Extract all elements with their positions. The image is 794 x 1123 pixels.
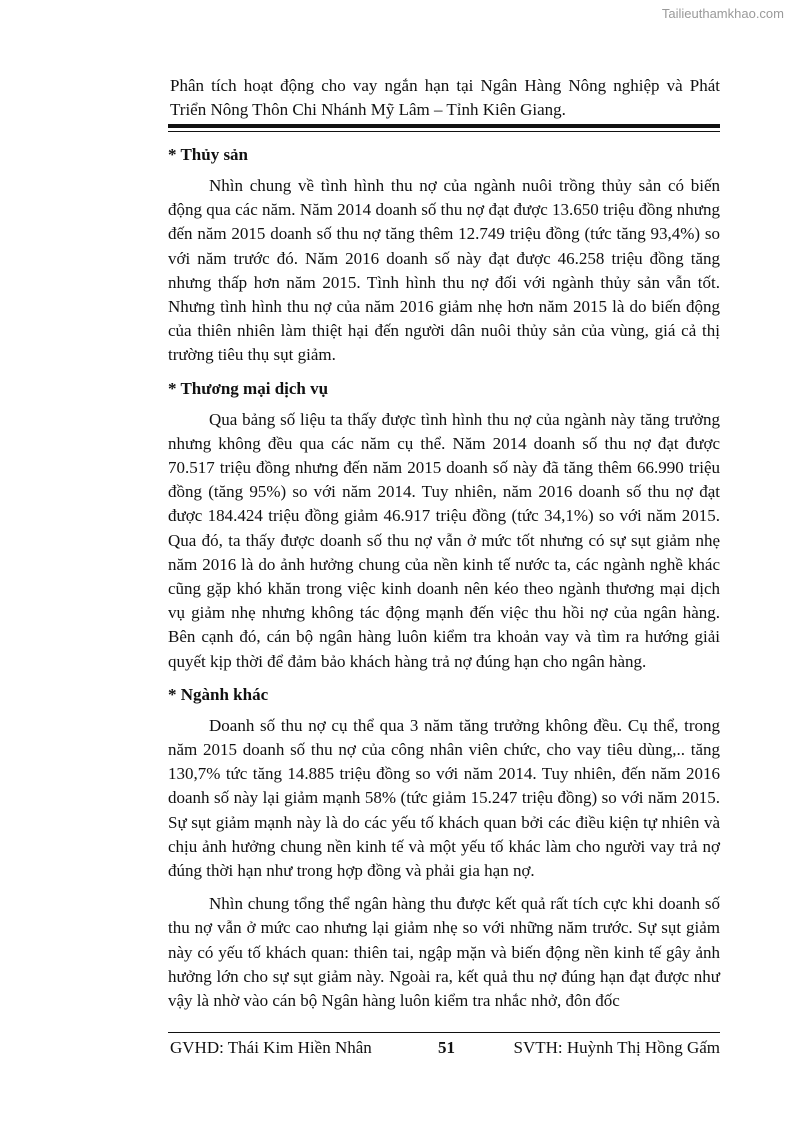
footer-student: SVTH: Huỳnh Thị Hồng Gấm (513, 1038, 720, 1057)
paragraph: Doanh số thu nợ cụ thể qua 3 năm tăng trưởng không đều. Cụ thể, trong năm 2015 doanh số thu nợ của công nhân viên chức, cho vay tiêu dùng,.. tăng 130,7% tức tăng 14.885 triệu đồng so với năm 2014. Tuy nhiên, đến năm 2016 doanh số này lại giảm mạnh 58% (tức giảm 15.247 triệu đồng) so với năm 2015. Sự sụt giảm mạnh này là do các yếu tố khách quan bởi các điều kiện tự nhiên và chịu ảnh hưởng chung nền kinh tế và một yếu tố khác làm cho người vay trả nợ đúng thời hạn như trong hợp đồng và phải gia hạn nợ. (168, 715, 720, 881)
section-heading: * Thủy sản (168, 145, 249, 164)
section-thuy-san (168, 143, 720, 368)
page-header-title: Phân tích hoạt động cho vay ngắn hạn tại Ngân Hàng Nông nghiệp và Phát Triển Nông Thôn Chi Nhánh Mỹ Lâm – Tỉnh Kiên Giang. (170, 76, 720, 119)
section-thuong-mai-dich-vu (168, 377, 720, 674)
section-heading: * Ngành khác (168, 684, 269, 704)
footer-supervisor: GVHD: Thái Kim Hiền Nhân (170, 1038, 372, 1057)
header-divider-thick (168, 124, 720, 128)
page-footer (168, 1038, 720, 1062)
section-nganh-khac (168, 683, 720, 1013)
page-number: 51 (438, 1038, 455, 1057)
section-heading: * Thương mại dịch vụ (168, 378, 329, 398)
watermark: Tailieuthamkhao.com (661, 6, 784, 21)
header-divider-thin (168, 131, 720, 132)
document-body (168, 140, 720, 1022)
footer-divider (168, 1032, 720, 1033)
paragraph: Qua bảng số liệu ta thấy được tình hình thu nợ của ngành này tăng trưởng nhưng không đều qua các năm cụ thể. Năm 2014 doanh số thu nợ đạt được 70.517 triệu đồng nhưng đến năm 2015 doanh số này đã tăng thêm 66.990 triệu đồng (tăng 95%) so với năm 2014. Tuy nhiên, năm 2016 doanh số thu nợ đạt được 184.424 triệu đồng giảm 46.917 triệu đồng (tức 34,1%) so với năm 2015. Qua đó, ta thấy được doanh số thu nợ vẫn ở mức tốt nhưng có sự sụt giảm nhẹ năm 2016 là do ảnh hưởng chung của nền kinh tế nước ta, các ngành nghề khác cũng gặp khó khăn trong việc kinh doanh nên kéo theo ngành thương mại dịch vụ giảm nhẹ nhưng không tác động mạnh đến việc thu hồi nợ của ngân hàng. Bên cạnh đó, cán bộ ngân hàng luôn kiểm tra khoản vay và tìm ra hướng giải quyết kịp thời để đảm bảo khách hàng trả nợ đúng hạn cho ngân hàng. (168, 409, 720, 671)
paragraph: Nhìn chung về tình hình thu nợ của ngành nuôi trồng thủy sản có biến động qua các năm. Năm 2014 doanh số thu nợ đạt được 13.650 triệu đồng nhưng đến năm 2015 doanh số thu nợ tăng thêm 12.749 triệu đồng (tức tăng 93,4%) so với năm trước đó. Năm 2016 doanh số này đạt được 46.258 triệu đồng tăng nhưng thấp hơn năm 2015. Tình hình thu nợ đối với ngành thủy sản vẫn tốt. Nhưng tình hình thu nợ của năm 2016 giảm nhẹ hơn năm 2015 là do biến động của thiên nhiên làm thiệt hại đến người dân nuôi thủy sản của vùng, giá cả thị trường tiêu thụ sụt giảm. (168, 176, 720, 365)
paragraph: Nhìn chung tổng thể ngân hàng thu được kết quả rất tích cực khi doanh số thu nợ vẫn ở mức cao nhưng lại giảm nhẹ so với những năm trước. Sự sụt giảm này có yếu tố khách quan: thiên tai, ngập mặn và biến động nền kinh tế gây ảnh hưởng lớn cho sự sụt giảm này. Ngoài ra, kết quả thu nợ đúng hạn đạt được như vậy là nhờ vào cán bộ Ngân hàng luôn kiểm tra nhắc nhở, đôn đốc (168, 894, 720, 1011)
